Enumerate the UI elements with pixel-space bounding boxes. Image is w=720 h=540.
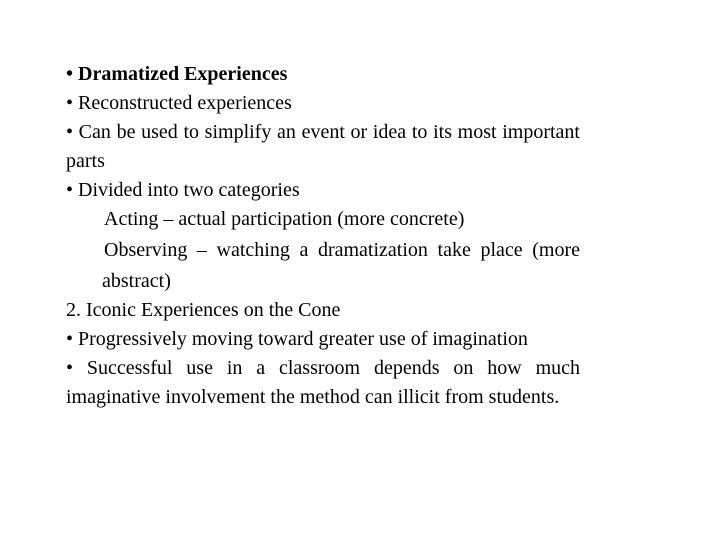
bullet-two-categories: • Divided into two categories [66,179,300,201]
sub-bullet-observing [66,236,580,296]
slide-content [66,60,580,412]
bullet-successful-use: • Successful use in a classroom depends on how much imaginative involvement the method can illicit from students. [66,357,580,408]
sub-bullet-acting [66,205,580,236]
bullet-simplify-event: • Can be used to simplify an event or idea to its most important parts [66,121,580,172]
sub-bullet-acting-text: Acting – actual participation (more concrete) [104,208,465,230]
bullet-progressively-moving: • Progressively moving toward greater use of imagination [66,328,528,350]
heading-iconic-experiences: 2. Iconic Experiences on the Cone [66,299,341,321]
heading-dramatized-experiences: • Dramatized Experiences [66,63,288,85]
sub-bullet-observing-text: Observing – watching a dramatization take place (more abstract) [102,239,580,292]
bullet-reconstructed-experiences: • Reconstructed experiences [66,92,292,114]
